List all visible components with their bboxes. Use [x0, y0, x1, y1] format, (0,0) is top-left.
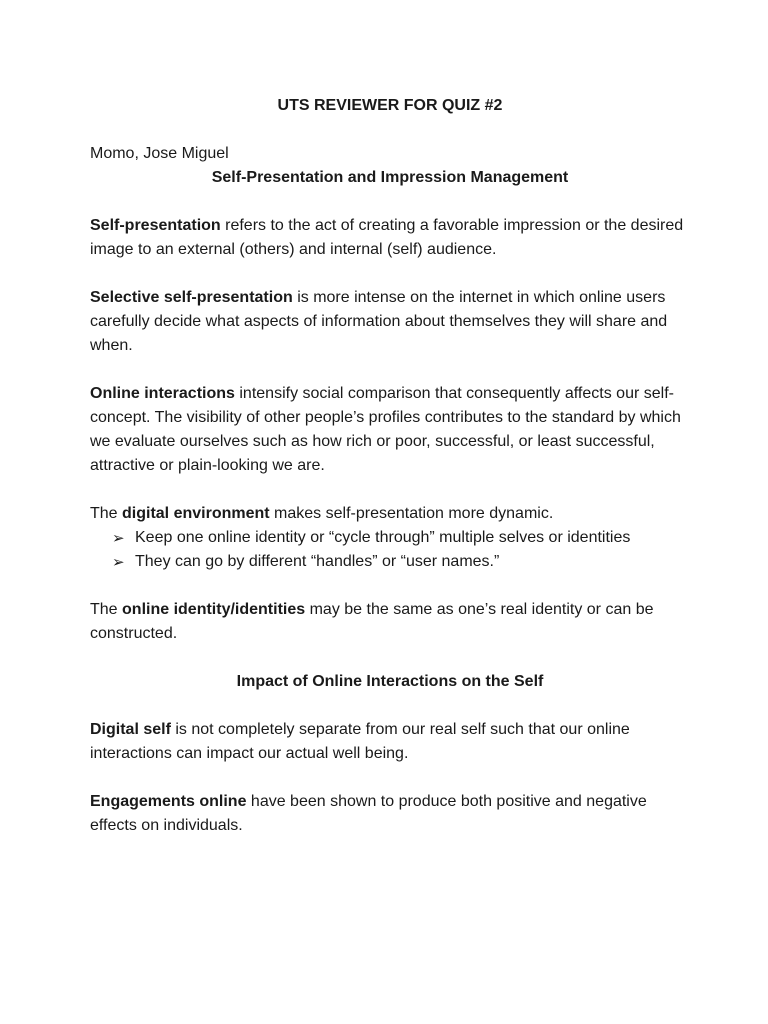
- paragraph-online-identity: [90, 598, 690, 646]
- term-self-presentation: Self-presentation: [90, 217, 221, 234]
- paragraph-text: may be the same as one’s real identity or can be constructed.: [90, 601, 654, 642]
- paragraph-text: refers to the act of creating a favorable impression or the desired image to an external (others) and internal (self) audience.: [90, 217, 684, 258]
- term-digital-self: Digital self: [90, 721, 171, 738]
- paragraph-text: is not completely separate from our real self such that our online interactions can impact our actual well being.: [90, 721, 630, 762]
- term-digital-environment: digital environment: [122, 505, 270, 522]
- paragraph-digital-self: [90, 718, 690, 766]
- list-item-text: They can go by different “handles” or “user names.”: [135, 553, 500, 570]
- section-heading-self-presentation: Self-Presentation and Impression Management: [211, 169, 569, 186]
- list-item: [90, 550, 690, 574]
- document-title: UTS REVIEWER FOR QUIZ #2: [277, 97, 503, 114]
- paragraph-selective-self-presentation: [90, 286, 690, 358]
- term-selective-self-presentation: Selective self-presentation: [90, 289, 293, 306]
- paragraph-text: makes self-presentation more dynamic.: [269, 505, 554, 522]
- document-page: [90, 94, 690, 838]
- paragraph-text: is more intense on the internet in which online users carefully decide what aspects of information about themselves they will share and when.: [90, 289, 668, 354]
- term-online-interactions: Online interactions: [90, 385, 235, 402]
- paragraph-text: intensify social comparison that consequently affects our self-concept. The visibility of other people’s profiles contributes to the standard by which we evaluate ourselves such as how rich or poor, successful, or least successful, attractive or plain-looking we are.: [90, 385, 681, 474]
- term-engagements-online: Engagements online: [90, 793, 247, 810]
- paragraph-prefix: The: [90, 505, 123, 522]
- paragraph-digital-environment: [90, 502, 690, 526]
- list-item: [90, 526, 690, 550]
- author-name: Momo, Jose Miguel: [90, 145, 229, 162]
- list-item-text: Keep one online identity or “cycle through” multiple selves or identities: [135, 529, 631, 546]
- section-heading-impact: Impact of Online Interactions on the Self: [236, 673, 544, 690]
- paragraph-self-presentation: [90, 214, 690, 262]
- paragraph-prefix: The: [90, 601, 123, 618]
- paragraph-text: have been shown to produce both positive and negative effects on individuals.: [90, 793, 647, 834]
- paragraph-engagements-online: [90, 790, 690, 838]
- bullet-list: [90, 526, 690, 574]
- paragraph-online-interactions: [90, 382, 690, 478]
- arrow-bullet-icon: ➢: [112, 529, 125, 547]
- term-online-identity: online identity/identities: [122, 601, 306, 618]
- arrow-bullet-icon: ➢: [112, 553, 125, 571]
